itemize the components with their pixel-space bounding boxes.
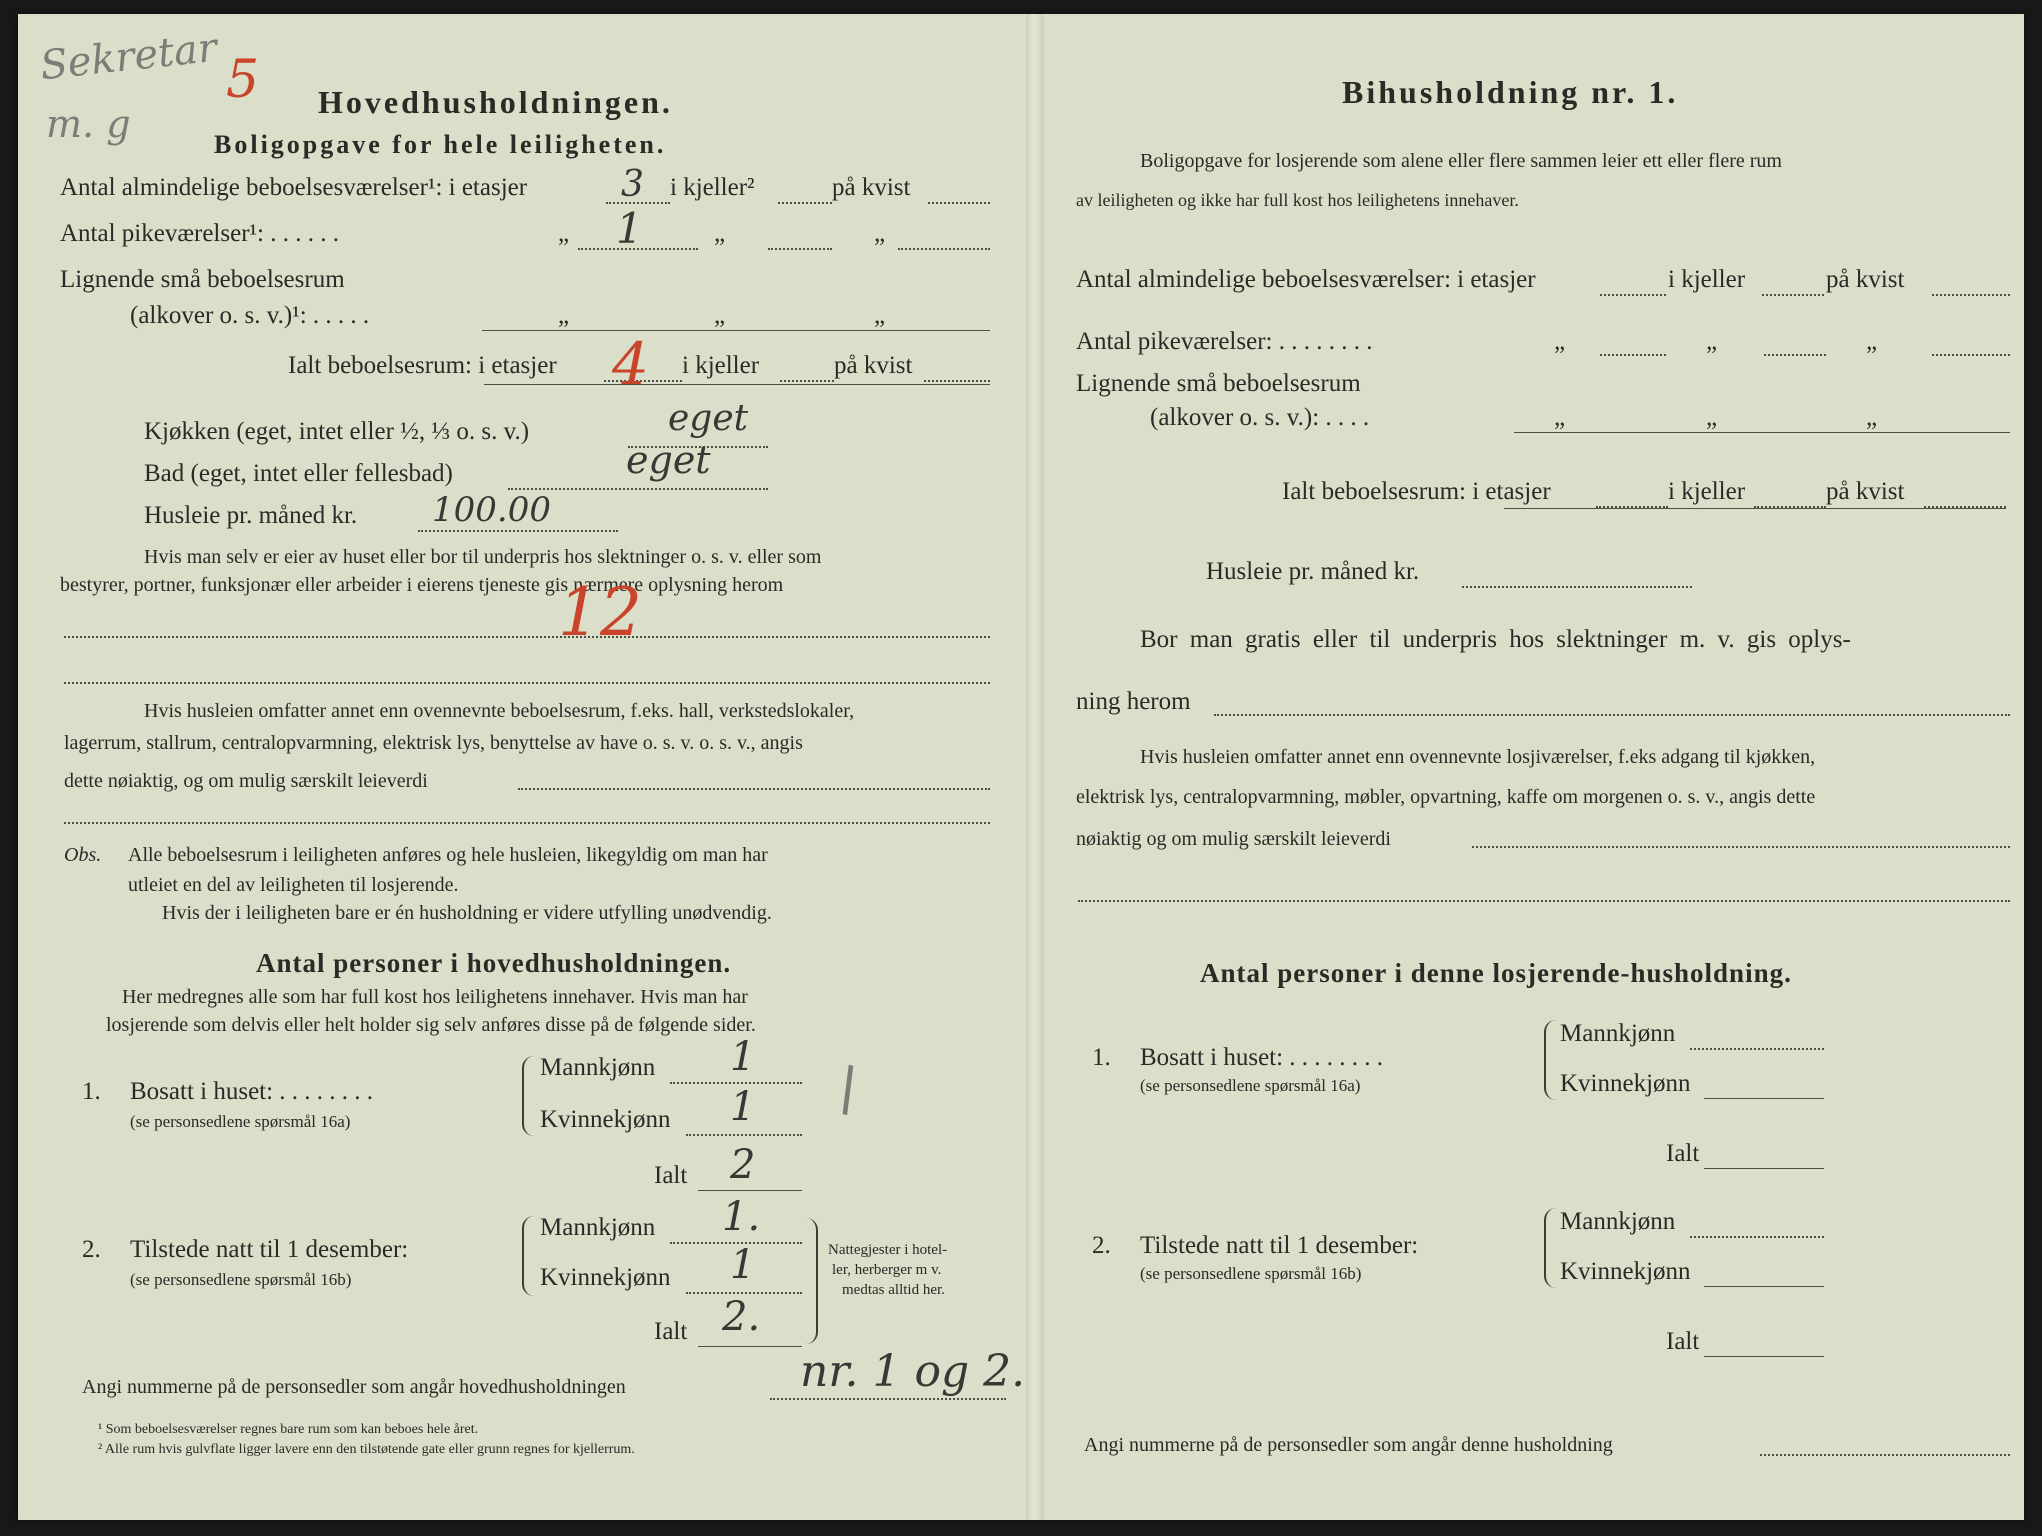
lodger-alcove-line bbox=[1514, 432, 2010, 433]
rooms-label: Antal almindelige beboelsesværelser¹: i etasjer bbox=[60, 174, 528, 201]
rooms-kvist-line bbox=[928, 202, 990, 204]
lodger-free-text-2: ning herom bbox=[1076, 688, 1191, 715]
total-kvist-line bbox=[924, 380, 990, 382]
q2-number: 2. bbox=[82, 1236, 101, 1263]
rooms-kjeller-line bbox=[778, 202, 832, 204]
lodger-alcove-quote-1: „ bbox=[1554, 404, 1566, 431]
lodger-maid-kjeller-line bbox=[1764, 354, 1826, 356]
total-kvist-label: på kvist bbox=[834, 352, 913, 379]
small-rooms-label: Lignende små beboelsesrum bbox=[60, 266, 345, 293]
lodger-q1-male-label: Mannkjønn bbox=[1560, 1020, 1676, 1047]
main-household-page bbox=[18, 14, 1026, 1520]
q2-right-brace bbox=[806, 1218, 818, 1344]
lodger-persons-heading: Antal personer i denne losjerende-husholdning. bbox=[1200, 958, 1792, 988]
lodger-q1-brace bbox=[1544, 1020, 1556, 1100]
page-subtitle: Boligopgave for hele leiligheten. bbox=[214, 130, 667, 159]
rooms-kjeller-label: i kjeller² bbox=[670, 174, 755, 201]
center-fold bbox=[1026, 14, 1044, 1520]
rent-label: Husleie pr. måned kr. bbox=[144, 502, 358, 529]
margin-note-secretary: Sekretar bbox=[38, 24, 220, 90]
q1-total-line bbox=[698, 1190, 802, 1191]
obs-text-2: utleiet en del av leiligheten til losjerende. bbox=[128, 874, 459, 896]
owner-text-2: bestyrer, portner, funksjonær eller arbeider i eierens tjeneste gis nærmere oplysning herom bbox=[60, 574, 784, 596]
q1-sub: (se personsedlene spørsmål 16a) bbox=[130, 1112, 351, 1131]
maid-rooms-label: Antal pikeværelser¹: . . . . . . bbox=[60, 220, 339, 247]
lodger-household-page bbox=[1044, 14, 2024, 1520]
lodger-kjeller-label: i kjeller bbox=[1668, 266, 1746, 293]
persons-text-1: Her medregnes alle som har full kost hos leilighetens innehaver. Hvis man har bbox=[122, 986, 748, 1008]
sheet-numbers-line bbox=[770, 1398, 1006, 1400]
lodger-total-label: Ialt beboelsesrum: i etasjer bbox=[1282, 478, 1551, 505]
night-guests-1: Nattegjester i hotel- bbox=[828, 1242, 948, 1258]
margin-note-mg: m. g bbox=[46, 102, 131, 146]
includes-line-1 bbox=[518, 788, 990, 790]
includes-text-2: lagerrum, stallrum, centralopvarmning, elektrisk lys, benyttelse av have o. s. v. o. s. v., angis bbox=[64, 732, 803, 754]
lodger-kjeller-line bbox=[1762, 294, 1824, 296]
maid-quote-1: „ bbox=[558, 220, 570, 247]
q1-total-value: 2 bbox=[730, 1142, 756, 1188]
lodger-small-rooms-label: Lignende små beboelsesrum bbox=[1076, 370, 1361, 397]
lodger-free-text-1: Bor man gratis eller til underpris hos slektninger m. v. gis oplys- bbox=[1140, 626, 1851, 653]
night-guests-2: ler, herberger m v. bbox=[832, 1262, 942, 1278]
q2-total-line bbox=[698, 1346, 802, 1347]
includes-line-2 bbox=[64, 822, 990, 824]
sheet-numbers-value: nr. 1 og 2. bbox=[800, 1346, 1026, 1397]
lodger-includes-line-1 bbox=[1472, 846, 2010, 848]
bath-value: eget bbox=[626, 438, 711, 482]
alcove-label: (alkover o. s. v.)¹: . . . . . bbox=[130, 302, 370, 329]
maid-kjeller-line bbox=[768, 248, 832, 250]
total-rooms-label: Ialt beboelsesrum: i etasjer bbox=[288, 352, 557, 379]
obs-text-1: Alle beboelsesrum i leiligheten anføres og hele husleien, likegyldig om man har bbox=[128, 844, 768, 866]
rent-value: 100.00 bbox=[432, 490, 551, 530]
lodger-maid-quote-2: „ bbox=[1706, 328, 1718, 355]
lodger-q2-brace bbox=[1544, 1208, 1556, 1288]
q2-total-value: 2. bbox=[722, 1294, 761, 1340]
q1-male-value: 1 bbox=[730, 1034, 756, 1080]
lodger-q2-total-line bbox=[1704, 1356, 1824, 1357]
lodger-q2-sub: (se personsedlene spørsmål 16b) bbox=[1140, 1264, 1362, 1283]
lodger-intro-1: Boligopgave for losjerende som alene eller flere sammen leier ett eller flere rum bbox=[1140, 150, 1782, 172]
lodger-q1-label: Bosatt i huset: . . . . . . . . bbox=[1140, 1044, 1384, 1071]
lodger-q1-female-label: Kvinnekjønn bbox=[1560, 1070, 1691, 1097]
lodger-etasjer-line bbox=[1600, 294, 1666, 296]
lodger-rent-line bbox=[1462, 586, 1692, 588]
lodger-q2-male-label: Mannkjønn bbox=[1560, 1208, 1676, 1235]
q2-male-value: 1. bbox=[722, 1194, 761, 1240]
total-underline bbox=[484, 384, 990, 385]
q2-label: Tilstede natt til 1 desember: bbox=[130, 1236, 409, 1263]
q2-sub: (se personsedlene spørsmål 16b) bbox=[130, 1270, 352, 1289]
lodger-q2-female-label: Kvinnekjønn bbox=[1560, 1258, 1691, 1285]
maid-quote-3: „ bbox=[874, 220, 886, 247]
lodger-q1-male-line bbox=[1690, 1048, 1824, 1050]
owner-line-2 bbox=[64, 682, 990, 684]
owner-line-1 bbox=[64, 636, 990, 638]
lodger-intro-2: av leiligheten og ikke har full kost hos leilighetens innehaver. bbox=[1076, 190, 1519, 210]
page-title: Hovedhusholdningen. bbox=[318, 84, 673, 120]
q1-female-label: Kvinnekjønn bbox=[540, 1106, 671, 1133]
lodger-total-underline bbox=[1504, 508, 2006, 509]
lodger-alcove-label: (alkover o. s. v.): . . . . bbox=[1150, 404, 1370, 431]
red-mark: 12 bbox=[558, 574, 642, 651]
lodger-maid-label: Antal pikeværelser: . . . . . . . . bbox=[1076, 328, 1373, 355]
lodger-rooms-label: Antal almindelige beboelsesværelser: i etasjer bbox=[1076, 266, 1536, 293]
lodger-includes-text-2: elektrisk lys, centralopvarmning, møbler, opvartning, kaffe om morgenen o. s. v., angis dette bbox=[1076, 786, 1816, 808]
q1-female-value: 1 bbox=[730, 1084, 756, 1130]
q1-total-label: Ialt bbox=[654, 1162, 688, 1189]
alcove-quote-1: „ bbox=[558, 302, 570, 329]
obs-label: Obs. bbox=[64, 844, 102, 866]
lodger-title: Bihusholdning nr. 1. bbox=[1342, 74, 1679, 110]
lodger-maid-kvist-line bbox=[1932, 354, 2010, 356]
q1-male-label: Mannkjønn bbox=[540, 1054, 656, 1081]
total-kjeller-line bbox=[780, 380, 834, 382]
lodger-sheet-numbers-label: Angi nummerne på de personsedler som angår denne husholdning bbox=[1084, 1434, 1613, 1456]
lodger-q2-number: 2. bbox=[1092, 1232, 1111, 1259]
footnote-2: ² Alle rum hvis gulvflate ligger lavere enn den tilstøtende gate eller grunn regnes for kjellerrum. bbox=[98, 1442, 635, 1457]
lodger-rent-label: Husleie pr. måned kr. bbox=[1206, 558, 1420, 585]
lodger-includes-line-2 bbox=[1078, 900, 2010, 902]
lodger-q2-label: Tilstede natt til 1 desember: bbox=[1140, 1232, 1419, 1259]
lodger-kvist-line bbox=[1932, 294, 2010, 296]
q1-label: Bosatt i huset: . . . . . . . . bbox=[130, 1078, 374, 1105]
includes-text-1: Hvis husleien omfatter annet enn ovennevnte beboelsesrum, f.eks. hall, verkstedslokaler, bbox=[144, 700, 855, 722]
rent-line bbox=[418, 530, 618, 532]
census-sheet bbox=[18, 14, 2024, 1520]
lodger-q2-female-line bbox=[1704, 1286, 1824, 1287]
sheet-numbers-label: Angi nummerne på de personsedler som angår hovedhusholdningen bbox=[82, 1376, 626, 1398]
night-guests-3: medtas alltid her. bbox=[842, 1282, 945, 1298]
lodger-includes-text-3: nøiaktig og om mulig særskilt leieverdi bbox=[1076, 828, 1391, 850]
margin-number: 5 bbox=[226, 50, 260, 110]
lodger-q1-sub: (se personsedlene spørsmål 16a) bbox=[1140, 1076, 1361, 1095]
includes-text-3: dette nøiaktig, og om mulig særskilt leieverdi bbox=[64, 770, 428, 792]
lodger-q2-male-line bbox=[1690, 1236, 1824, 1238]
rooms-kvist-label: på kvist bbox=[832, 174, 911, 201]
q2-female-label: Kvinnekjønn bbox=[540, 1264, 671, 1291]
lodger-total-kjeller-label: i kjeller bbox=[1668, 478, 1746, 505]
lodger-alcove-quote-2: „ bbox=[1706, 404, 1718, 431]
lodger-q1-total-label: Ialt bbox=[1666, 1140, 1700, 1167]
maid-quote-2: „ bbox=[714, 220, 726, 247]
q1-female-line bbox=[686, 1134, 802, 1136]
rooms-etasjer-value: 3 bbox=[621, 164, 644, 205]
lodger-q1-total-line bbox=[1704, 1168, 1824, 1169]
lodger-total-kvist-label: på kvist bbox=[1826, 478, 1905, 505]
obs-text-3: Hvis der i leiligheten bare er én husholdning er videre utfylling unødvendig. bbox=[162, 902, 772, 924]
total-etasjer-value: 4 bbox=[612, 330, 649, 398]
alcove-quote-2: „ bbox=[714, 302, 726, 329]
q2-brace bbox=[522, 1216, 534, 1296]
maid-etasjer-value: 1 bbox=[616, 204, 643, 253]
lodger-q1-number: 1. bbox=[1092, 1044, 1111, 1071]
persons-text-2: losjerende som delvis eller helt holder sig selv anføres disse på de følgende sider. bbox=[106, 1014, 756, 1036]
alcove-quote-3: „ bbox=[874, 302, 886, 329]
lodger-sheet-numbers-line bbox=[1760, 1454, 2010, 1456]
q1-brace bbox=[522, 1056, 534, 1136]
lodger-maid-quote-1: „ bbox=[1554, 328, 1566, 355]
lodger-q2-total-label: Ialt bbox=[1666, 1328, 1700, 1355]
lodger-maid-quote-3: „ bbox=[1866, 328, 1878, 355]
owner-text-1: Hvis man selv er eier av huset eller bor til underpris hos slektninger o. s. v. eller som bbox=[144, 546, 822, 568]
alcove-line bbox=[482, 330, 990, 331]
footnote-1: ¹ Som beboelsesværelser regnes bare rum som kan beboes hele året. bbox=[98, 1422, 479, 1437]
lodger-q1-female-line bbox=[1704, 1098, 1824, 1099]
bath-label: Bad (eget, intet eller fellesbad) bbox=[144, 460, 453, 487]
maid-kvist-line bbox=[898, 248, 990, 250]
persons-heading: Antal personer i hovedhusholdningen. bbox=[256, 948, 732, 978]
lodger-includes-text-1: Hvis husleien omfatter annet enn ovennevnte losjiværelser, f.eks adgang til kjøkken, bbox=[1140, 746, 1816, 768]
q2-total-label: Ialt bbox=[654, 1318, 688, 1345]
lodger-maid-etasjer-line bbox=[1600, 354, 1666, 356]
pencil-check: \ bbox=[829, 1052, 867, 1126]
kitchen-value: eget bbox=[668, 398, 749, 439]
lodger-kvist-label: på kvist bbox=[1826, 266, 1905, 293]
total-kjeller-label: i kjeller bbox=[682, 352, 760, 379]
lodger-alcove-quote-3: „ bbox=[1866, 404, 1878, 431]
q1-number: 1. bbox=[82, 1078, 101, 1105]
q2-female-value: 1 bbox=[730, 1242, 756, 1288]
kitchen-label: Kjøkken (eget, intet eller ½, ⅓ o. s. v.) bbox=[144, 418, 530, 445]
lodger-free-line bbox=[1214, 714, 2010, 716]
q2-male-label: Mannkjønn bbox=[540, 1214, 656, 1241]
